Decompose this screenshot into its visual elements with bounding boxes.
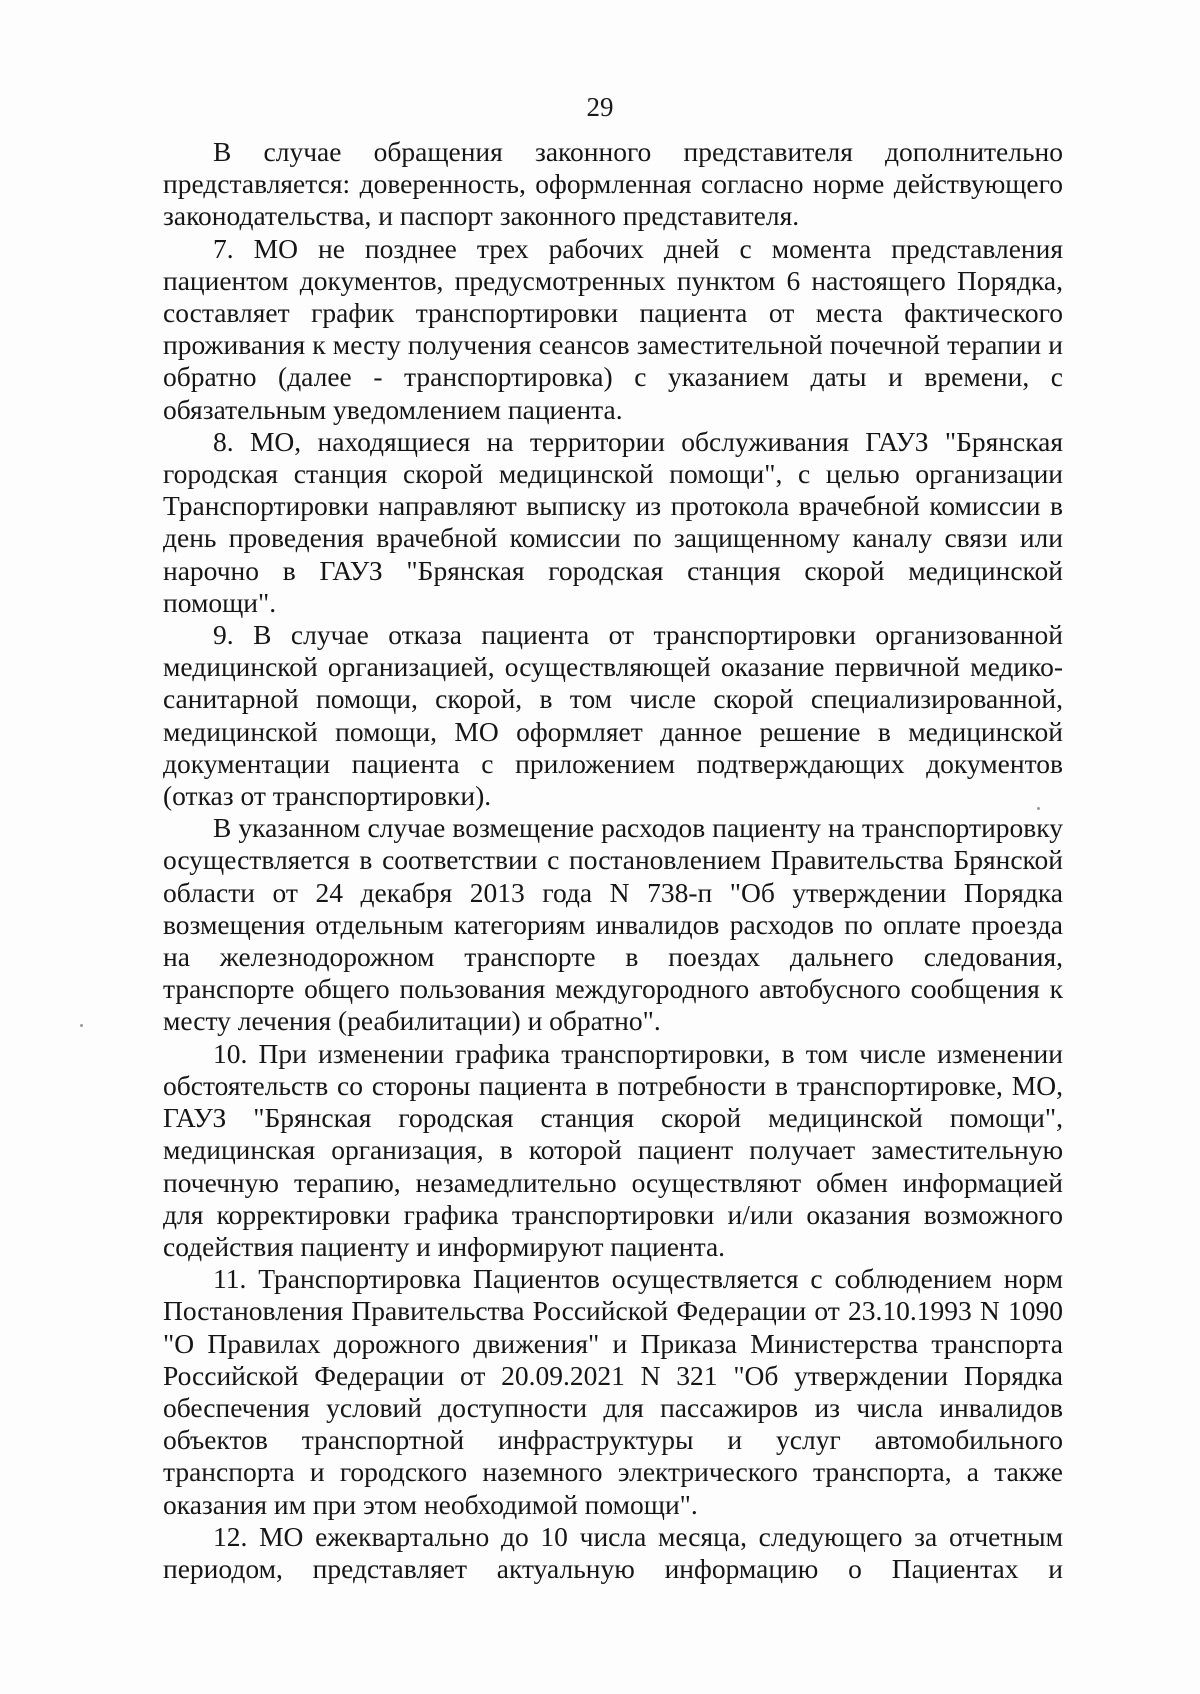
page-number: 29 [586, 92, 614, 122]
paragraph-item-12: 12. МО ежеквартально до 10 числа месяца, следующего за отчетным периодом, представляет актуальную информацию о Пациентах и [163, 1520, 1063, 1584]
paragraph-item-10: 10. При изменении графика транспортировки, в том числе изменении обстоятельств со стороны пациента в потребности в транспортировке, МО, ГАУЗ "Брянская городская станция скорой медицинской помощи", медицинская организация, в которой пациент получает заместительную почечную терапию, незамедлительно осуществляют обмен информацией для корректировки графика транспортировки и/или оказания возможного содействия пациенту и информируют пациента. [163, 1037, 1063, 1262]
paragraph-item-8: 8. МО, находящиеся на территории обслуживания ГАУЗ "Брянская городская станция скорой медицинской помощи", с целью организации Транспортировки направляют выписку из протокола врачебной комиссии в день проведения врачебной комиссии по защищенному каналу связи или нарочно в ГАУЗ "Брянская городская станция скорой медицинской помощи". [163, 425, 1063, 618]
paragraph-compensation: В указанном случае возмещение расходов пациенту на транспортировку осуществляется в соответствии с постановлением Правительства Брянской области от 24 декабря 2013 года N 738-п "Об утверждении Порядка возмещения отдельным категориям инвалидов расходов по оплате проезда на железнодорожном транспорте в поездах дальнего следования, транспорте общего пользования междугородного автобусного сообщения к месту лечения (реабилитации) и обратно". [163, 812, 1063, 1037]
paragraph-item-7: 7. МО не позднее трех рабочих дней с момента представления пациентом документов, предусмотренных пунктом 6 настоящего Порядка, составляет график транспортировки пациента от места фактического проживания к месту получения сеансов заместительной почечной терапии и обратно (далее - транспортировка) с указанием даты и времени, с обязательным уведомлением пациента. [163, 232, 1063, 425]
paragraph-item-9: 9. В случае отказа пациента от транспортировки организованной медицинской организацией, осуществляющей оказание первичной медико-санитарной помощи, скорой, в том числе скорой специализированной, медицинской помощи, МО оформляет данное решение в медицинской документации пациента с приложением подтверждающих документов (отказ от транспортировки). [163, 619, 1063, 812]
scan-speck [1037, 807, 1040, 810]
scan-speck [80, 1024, 83, 1027]
paragraph-legal-representative: В случае обращения законного представителя дополнительно представляется: доверенность, оформленная согласно норме действующего законодательства, и паспорт законного представителя. [163, 136, 1063, 232]
document-body [163, 136, 1063, 1585]
paragraph-item-11: 11. Транспортировка Пациентов осуществляется с соблюдением норм Постановления Правительства Российской Федерации от 23.10.1993 N 1090 "О Правилах дорожного движения" и Приказа Министерства транспорта Российской Федерации от 20.09.2021 N 321 "Об утверждении Порядка обеспечения условий доступности для пассажиров из числа инвалидов объектов транспортной инфраструктуры и услуг автомобильного транспорта и городского наземного электрического транспорта, а также оказания им при этом необходимой помощи". [163, 1263, 1063, 1520]
